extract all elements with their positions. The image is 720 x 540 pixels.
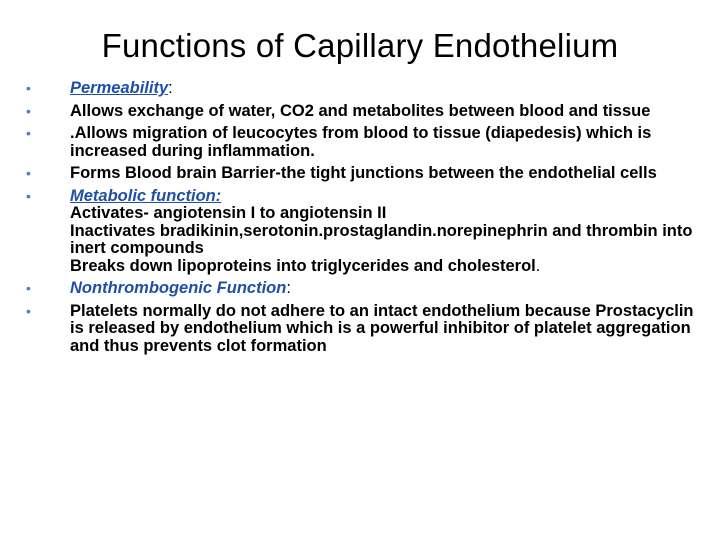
list-item-permeability bbox=[26, 80, 698, 98]
permeability-colon: : bbox=[168, 79, 173, 97]
bullet-list bbox=[26, 80, 698, 360]
bullet-icon: • bbox=[26, 280, 31, 296]
nonthrombogenic-colon: : bbox=[286, 279, 291, 297]
list-item-nonthrombogenic bbox=[26, 280, 698, 298]
permeability-heading[interactable]: Permeability bbox=[70, 79, 169, 97]
exchange-text: Allows exchange of water, CO2 and metabolites between blood and tissue bbox=[70, 101, 651, 120]
platelets-text: Platelets normally do not adhere to an intact endothelium because Prostacyclin is released by endothelium which is a powerful inhibitor of platelet aggregation and thus prevents clot formation bbox=[70, 301, 694, 355]
metabolic-line-1: Activates- angiotensin I to angiotensin II bbox=[70, 204, 387, 222]
metabolic-line-3-bold: Breaks down lipoproteins into triglycerides and cholesterol bbox=[70, 256, 536, 275]
bullet-icon: • bbox=[26, 165, 31, 181]
metabolic-heading[interactable]: Metabolic function: bbox=[70, 186, 222, 205]
nonthrombogenic-heading: Nonthrombogenic Function bbox=[70, 279, 287, 297]
bbb-text: Forms Blood brain Barrier-the tight junctions between the endothelial cells bbox=[70, 164, 657, 182]
bullet-icon: • bbox=[26, 80, 31, 96]
metabolic-line-3 bbox=[70, 258, 698, 276]
metabolic-line-3-end: . bbox=[535, 256, 541, 275]
migration-text: .Allows migration of leucocytes from blood to tissue (diapedesis) which is increased during inflammation. bbox=[70, 124, 652, 160]
bullet-icon: • bbox=[26, 125, 31, 141]
bullet-icon: • bbox=[26, 102, 31, 119]
list-item-exchange bbox=[26, 103, 698, 121]
list-item-metabolic bbox=[26, 188, 698, 276]
bullet-icon: • bbox=[26, 187, 31, 204]
slide-title: Functions of Capillary Endothelium bbox=[101, 27, 619, 64]
list-item-bbb bbox=[26, 165, 698, 183]
list-item-migration bbox=[26, 125, 698, 160]
metabolic-line-2: Inactivates bradikinin,serotonin.prostaglandin.norepinephrin and thrombin into inert compounds bbox=[70, 221, 693, 257]
list-item-platelets bbox=[26, 303, 698, 356]
bullet-icon: • bbox=[26, 302, 31, 319]
